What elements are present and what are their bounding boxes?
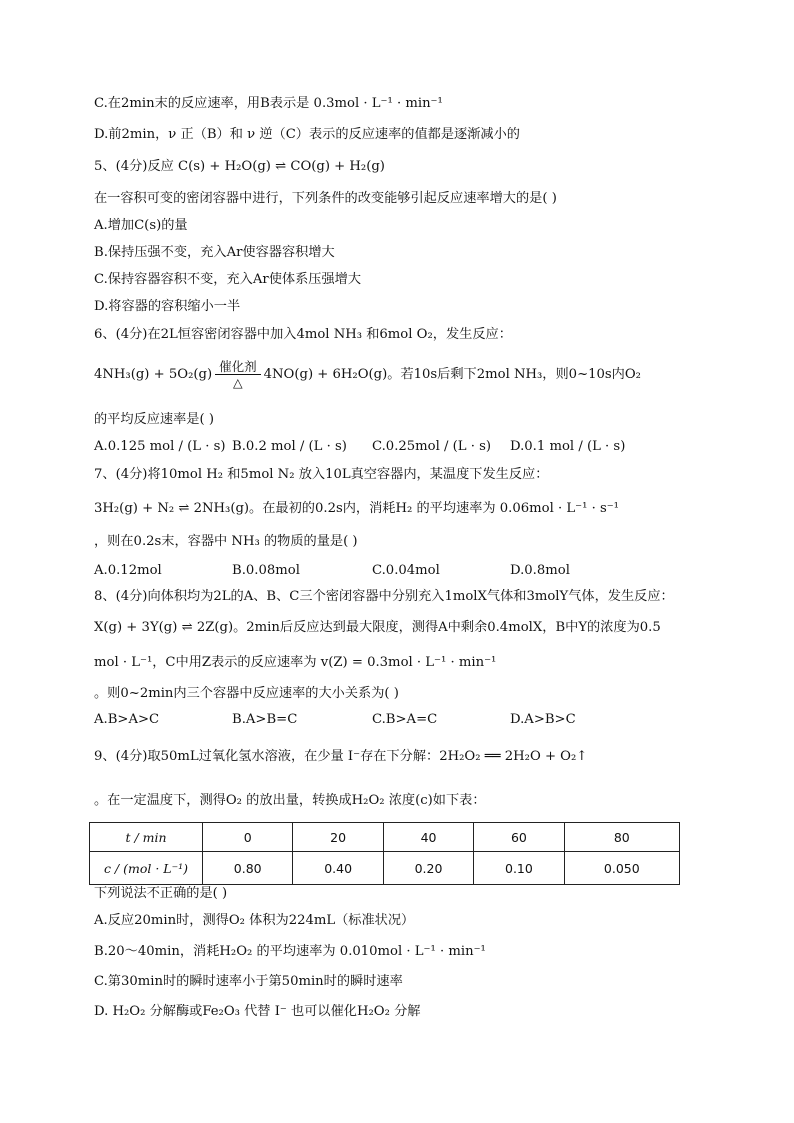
q8-option-a: A.B>A>C	[94, 712, 160, 727]
table-row	[90, 852, 680, 885]
table-cell: 20	[293, 823, 383, 852]
heat-symbol: △	[233, 375, 243, 390]
catalyst-label: 催化剂	[215, 359, 261, 375]
q6-option-b: B.0.2 mol / (L · s)	[232, 439, 347, 454]
q8-stem-end: 。则0~2min内三个容器中反应速率的大小关系为( )	[94, 686, 399, 701]
q9-stem: 9、(4分)取50mL过氧化氢水溶液，在少量 I⁻存在下分解：2H₂O₂ ══ 2H₂O + O₂↑	[94, 749, 588, 764]
q9-question: 下列说法不正确的是( )	[94, 886, 228, 901]
q8-stem-cont: mol · L⁻¹，C中用Z表示的反应速率为 v(Z) = 0.3mol · L⁻¹ · min⁻¹	[94, 655, 497, 670]
table-cell: 0.80	[203, 852, 293, 885]
q7-option-d: D.0.8mol	[510, 563, 570, 578]
q6-option-d: D.0.1 mol / (L · s)	[510, 439, 626, 454]
table-cell: 80	[564, 823, 679, 852]
q8-option-c: C.B>A=C	[372, 712, 438, 727]
q9-stem-cont: 。在一定温度下，测得O₂ 的放出量，转换成H₂O₂ 浓度(c)如下表：	[94, 793, 486, 808]
table-header-time: t / min	[90, 823, 203, 852]
table-cell: 0.050	[564, 852, 679, 885]
q7-option-c: C.0.04mol	[372, 563, 440, 578]
q9-option-c: C.第30min时的瞬时速率小于第50min时的瞬时速率	[94, 974, 403, 989]
q7-option-b: B.0.08mol	[232, 563, 300, 578]
q5-stem: 5、(4分)反应 C(s) + H₂O(g) ⇌ CO(g) + H₂(g)	[94, 159, 385, 174]
q5-option-c: C.保持容器容积不变，充入Ar使体系压强增大	[94, 272, 362, 287]
reaction-condition	[215, 359, 261, 390]
table-cell: 0	[203, 823, 293, 852]
q8-option-d: D.A>B>C	[510, 712, 576, 727]
q6-equation-right: 4NO(g) + 6H₂O(g)。若10s后剩下2mol NH₃，则0~10s内O₂	[263, 367, 641, 382]
table-header-concentration: c / (mol · L⁻¹)	[90, 852, 203, 885]
q6-option-a: A.0.125 mol / (L · s)	[94, 439, 226, 454]
q8-equation: X(g) + 3Y(g) ⇌ 2Z(g)。2min后反应达到最大限度，测得A中剩余0.4molX，B中Y的浓度为0.5	[94, 620, 661, 635]
q4-option-c: C.在2min末的反应速率，用B表示是 0.3mol · L⁻¹ · min⁻¹	[94, 96, 443, 111]
q5-option-d: D.将容器的容积缩小一半	[94, 299, 241, 314]
q7-equation: 3H₂(g) + N₂ ⇌ 2NH₃(g)。在最初的0.2s内，消耗H₂ 的平均速率为 0.06mol · L⁻¹ · s⁻¹	[94, 501, 619, 516]
q6-stem: 6、(4分)在2L恒容密闭容器中加入4mol NH₃ 和6mol O₂，发生反应：	[94, 327, 512, 342]
q6-equation	[94, 358, 641, 392]
table-row	[90, 823, 680, 852]
q9-option-a: A.反应20min时，测得O₂ 体积为224mL（标准状况）	[94, 913, 415, 928]
table-cell: 0.40	[293, 852, 383, 885]
q8-option-b: B.A>B=C	[232, 712, 298, 727]
table-cell: 60	[474, 823, 564, 852]
q5-stem-cont: 在一容积可变的密闭容器中进行，下列条件的改变能够引起反应速率增大的是( )	[94, 191, 557, 206]
q5-option-a: A.增加C(s)的量	[94, 218, 188, 233]
q7-option-a: A.0.12mol	[94, 563, 162, 578]
q9-option-b: B.20～40min，消耗H₂O₂ 的平均速率为 0.010mol · L⁻¹ · min⁻¹	[94, 944, 486, 959]
q9-option-d: D. H₂O₂ 分解酶或Fe₂O₃ 代替 I⁻ 也可以催化H₂O₂ 分解	[94, 1004, 421, 1019]
q6-equation-left: 4NH₃(g) + 5O₂(g)	[94, 367, 213, 382]
q5-option-b: B.保持压强不变，充入Ar使容器容积增大	[94, 245, 335, 260]
q7-stem: 7、(4分)将10mol H₂ 和5mol N₂ 放入10L真空容器内，某温度下发生反应：	[94, 467, 549, 482]
table-cell: 40	[383, 823, 473, 852]
q8-stem: 8、(4分)向体积均为2L的A、B、C三个密闭容器中分别充入1molX气体和3molY气体，发生反应：	[94, 589, 674, 604]
table-cell: 0.10	[474, 852, 564, 885]
q6-option-c: C.0.25mol / (L · s)	[372, 439, 492, 454]
concentration-table	[89, 822, 680, 885]
q7-stem-end: ，则在0.2s末，容器中 NH₃ 的物质的量是( )	[94, 534, 358, 549]
q4-option-d: D.前2min，ν 正（B）和 ν 逆（C）表示的反应速率的值都是逐渐减小的	[94, 127, 520, 142]
table-cell: 0.20	[383, 852, 473, 885]
q6-stem-end: 的平均反应速率是( )	[94, 412, 214, 427]
